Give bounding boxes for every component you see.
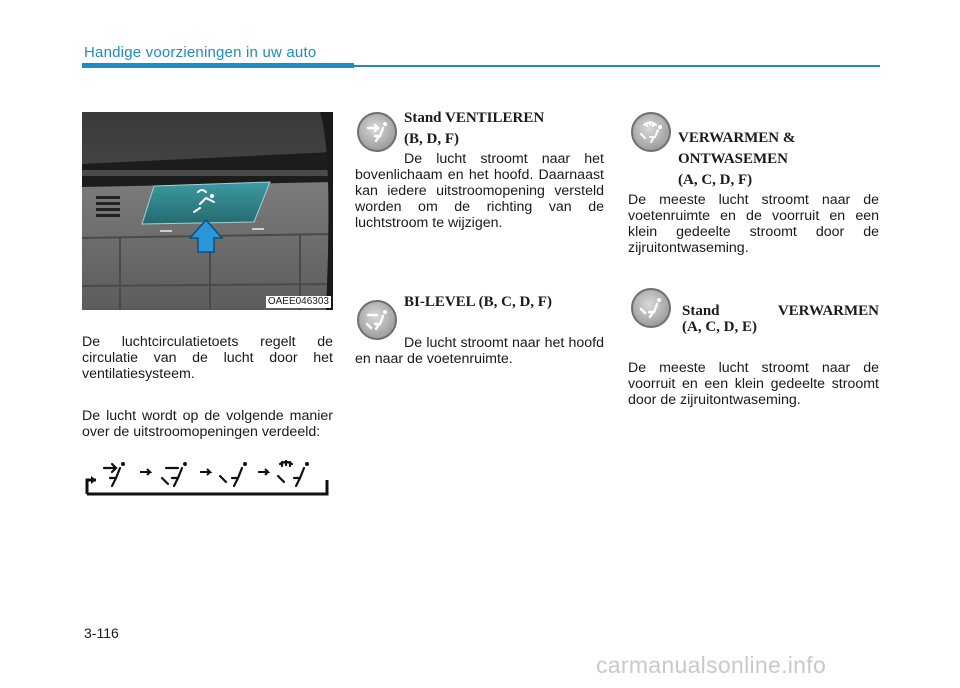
bi-level-round-icon	[357, 300, 397, 340]
heat-text: De meeste lucht stroomt naar de voorruit en een klein gedeelte stroomt door de zijruitontwaseming.	[628, 360, 879, 408]
vent-title: Stand VENTILEREN	[404, 110, 545, 126]
heat-defrost-text: De meeste lucht stroomt naar de voetenruimte en de voorruit en een klein gedeelte stroomt door de zijruitontwaseming.	[628, 192, 879, 256]
mode-sequence-diagram	[82, 458, 332, 500]
photo-code: OAEE046303	[267, 296, 329, 307]
vent-outlets: (B, D, F)	[404, 131, 459, 147]
watermark: carmanualsonline.info	[596, 652, 827, 678]
bi-level-icon	[162, 462, 187, 486]
floor-defrost-icon	[278, 461, 309, 486]
heat-defrost-title-line2: ONTWASEMEN	[678, 151, 789, 167]
bilevel-text: De lucht stroomt naar het hoofd en naar de voetenruimte.	[355, 335, 604, 367]
header-rule-thick	[82, 63, 354, 68]
heat-defrost-outlets: (A, C, D, F)	[678, 172, 753, 188]
heat-defrost-title-line1: VERWARMEN &	[678, 130, 796, 146]
bilevel-title: BI-LEVEL (B, C, D, F)	[404, 294, 552, 310]
page-number: 3-116	[84, 625, 119, 641]
header-rule-thin	[354, 65, 880, 67]
mode-sequence-svg	[82, 458, 332, 500]
distribution-paragraph: De lucht wordt op de volgende manier over de uitstroomopeningen verdeeld:	[82, 408, 333, 440]
control-panel-photo	[82, 112, 333, 310]
section-title: Handige voorzieningen in uw auto	[84, 44, 317, 61]
vent-text: De lucht stroomt naar het bovenlichaam en het hoofd. Daarnaast kan iedere uitstroomopening versteld worden om de richting van de luchtstroom te wijzigen.	[355, 151, 604, 231]
heat-title: Stand VERWARMEN	[682, 303, 879, 319]
face-vent-round-icon	[357, 112, 397, 152]
floor-defrost-round-icon	[631, 112, 671, 152]
heat-outlets: (A, C, D, E)	[682, 319, 757, 335]
floor-icon	[220, 462, 247, 486]
intro-paragraph: De luchtcirculatietoets regelt de circulatie van de lucht door het ventilatiesysteem.	[82, 334, 333, 382]
floor-round-icon	[631, 288, 671, 328]
face-vent-icon	[104, 462, 125, 486]
